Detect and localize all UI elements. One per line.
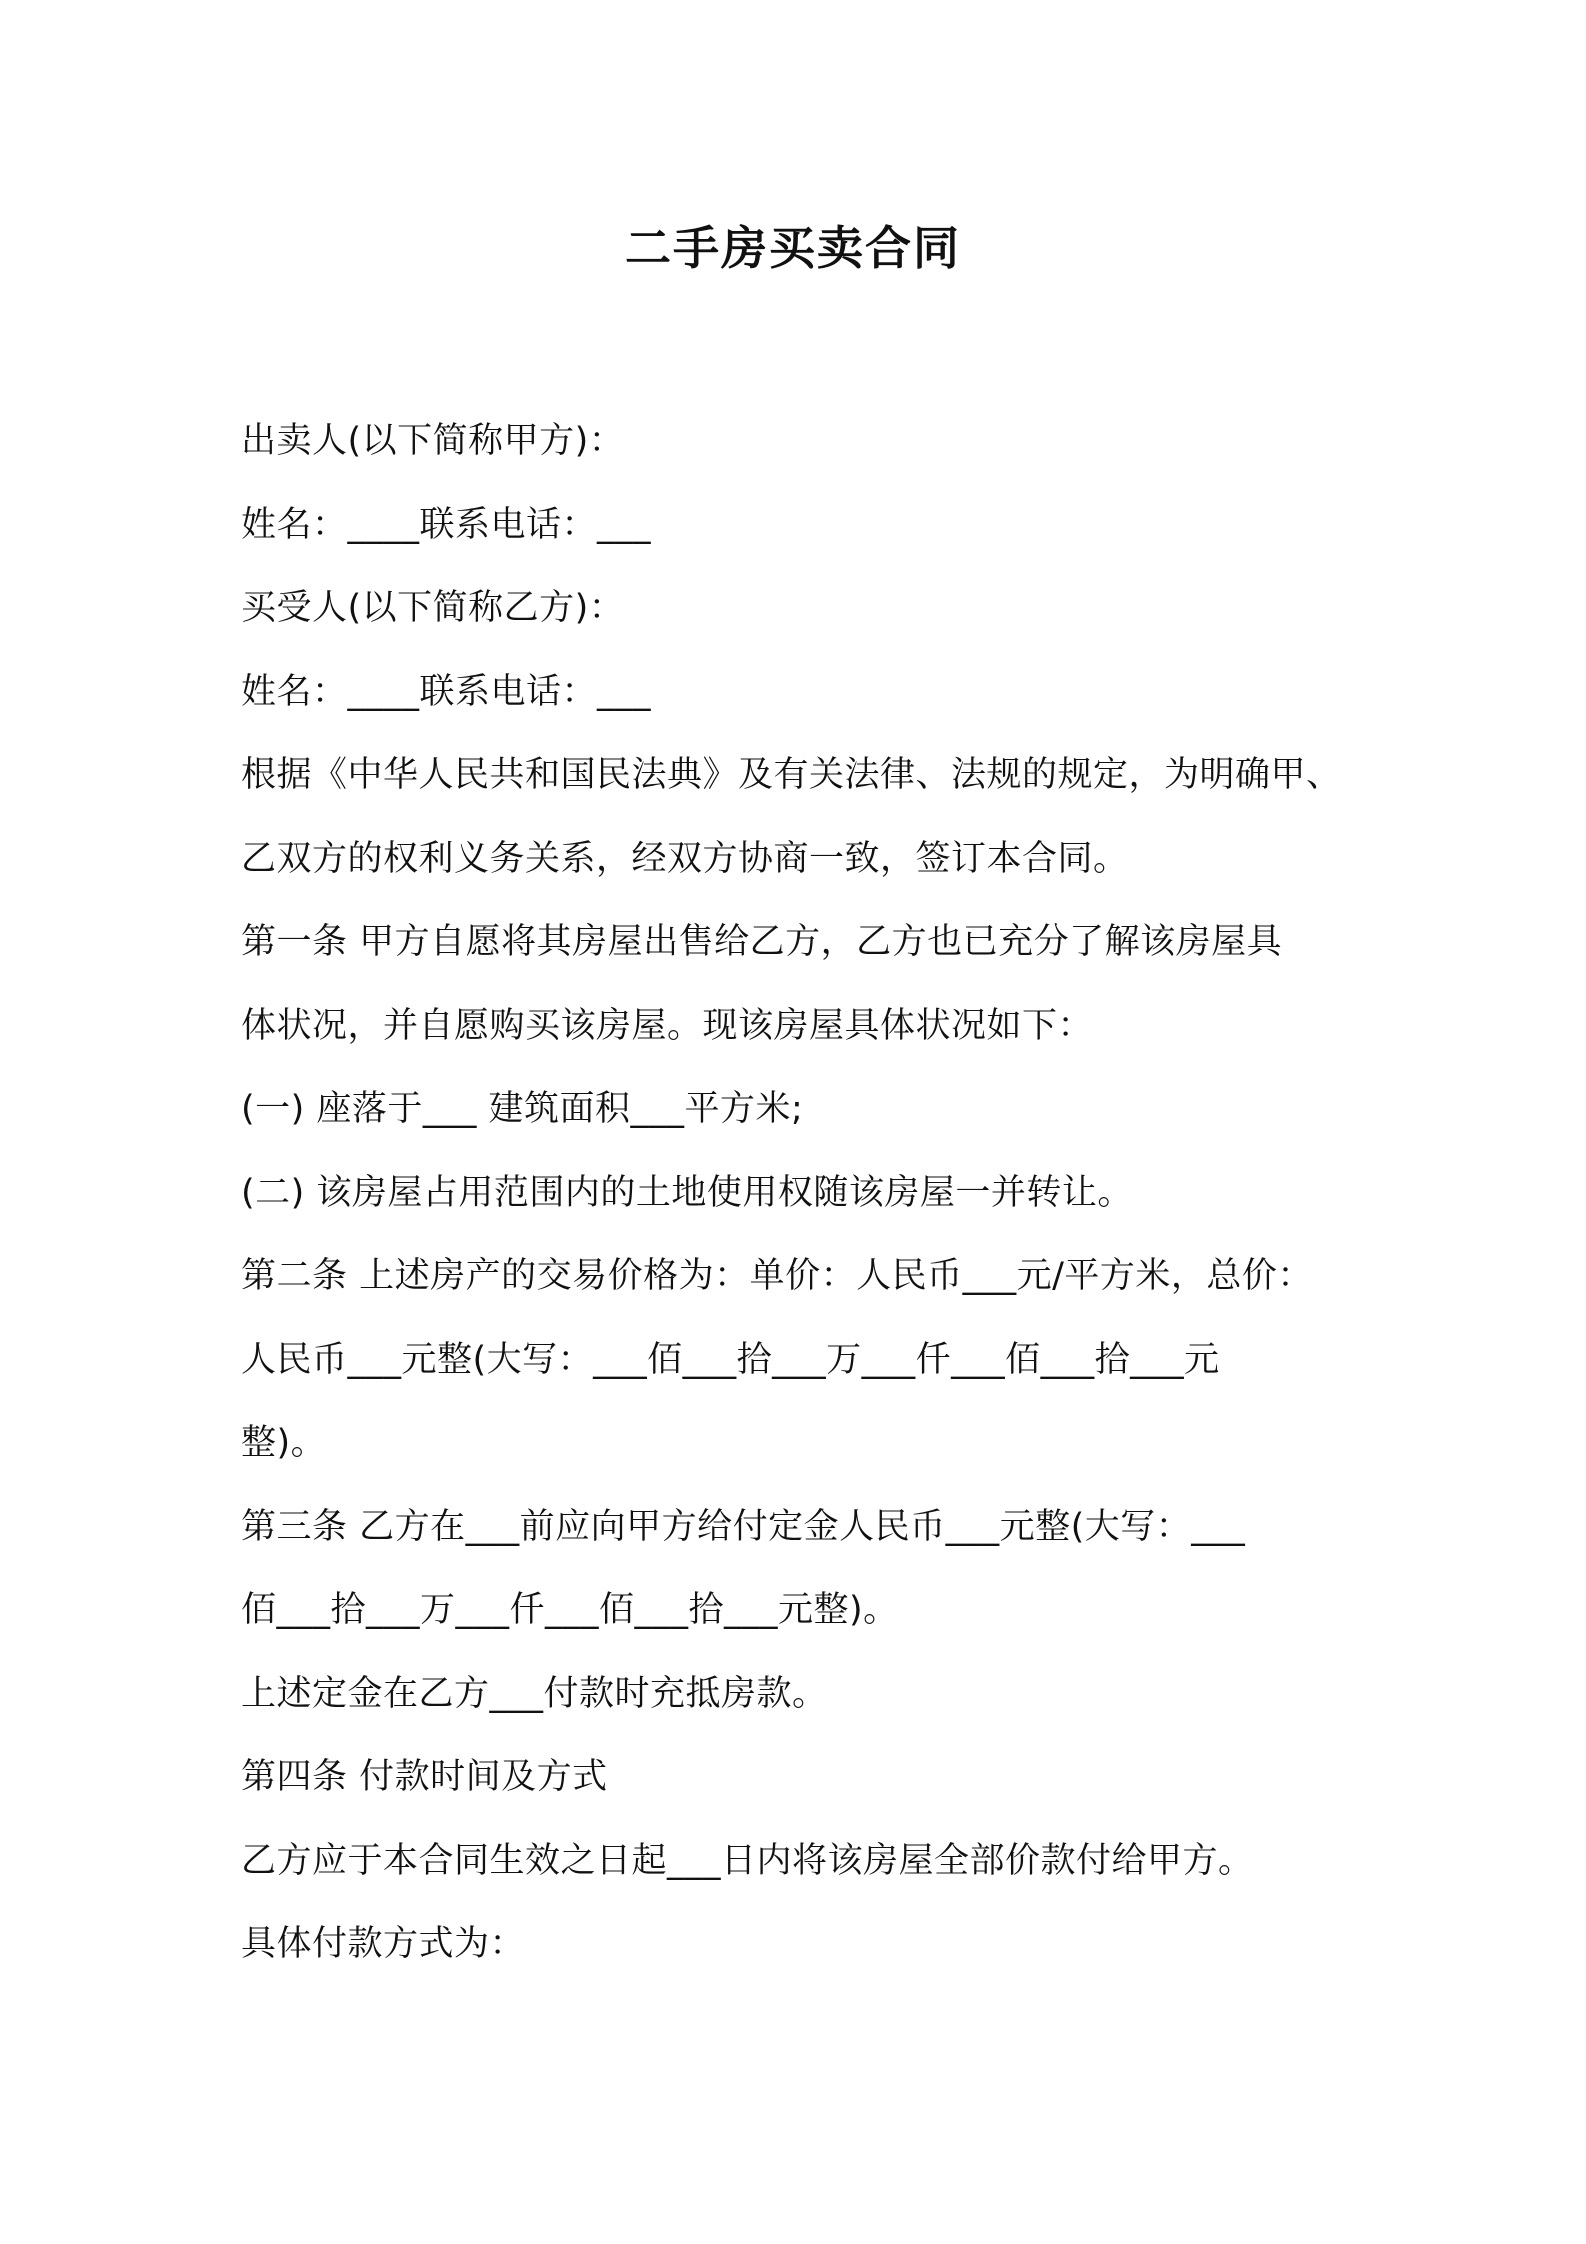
deposit-offset-line: 上述定金在乙方___付款时充抵房款。 [241,1673,828,1714]
article-4-line-2: 具体付款方式为： [241,1924,526,1964]
seller-name-phone: 姓名：____联系电话：___ [241,504,652,545]
article-2-line-2: 人民币___元整(大写：___佰___拾___万___仟___佰___拾___元 [241,1339,1220,1380]
preamble-line-1: 根据《中华人民共和国民法典》及有关法律、法规的规定，为明确甲、 [241,755,1342,795]
article-4-heading: 第四条 付款时间及方式 [241,1757,608,1797]
article-1-item-2: (二) 该房屋占用范围内的土地使用权随该房屋一并转让。 [241,1172,1133,1213]
article-1-item-1: (一) 座落于___ 建筑面积___平方米; [241,1089,804,1129]
buyer-heading: 买受人(以下简称乙方)： [241,588,625,628]
article-2-line-3: 整)。 [241,1423,327,1463]
document-title: 二手房买卖合同 [625,221,961,275]
contract-body [241,400,1381,1987]
article-3-line-2: 佰___拾___万___仟___佰___拾___元整)。 [241,1590,899,1630]
buyer-name-phone: 姓名：____联系电话：___ [241,671,652,712]
article-2-line-1: 第二条 上述房产的交易价格为：单价：人民币___元/平方米，总价： [241,1256,1313,1296]
article-4-line-1: 乙方应于本合同生效之日起___日内将该房屋全部价款付给甲方。 [241,1840,1254,1881]
article-1-line-1: 第一条 甲方自愿将其房屋出售给乙方，乙方也已充分了解该房屋具 [241,922,1283,962]
preamble-line-2: 乙双方的权利义务关系，经双方协商一致，签订本合同。 [241,838,1129,879]
article-3-line-1: 第三条 乙方在___前应向甲方给付定金人民币___元整(大写：___ [241,1506,1246,1547]
seller-heading: 出卖人(以下简称甲方)： [241,421,625,461]
article-1-line-2: 体状况，并自愿购买该房屋。现该房屋具体状况如下： [241,1005,1094,1046]
